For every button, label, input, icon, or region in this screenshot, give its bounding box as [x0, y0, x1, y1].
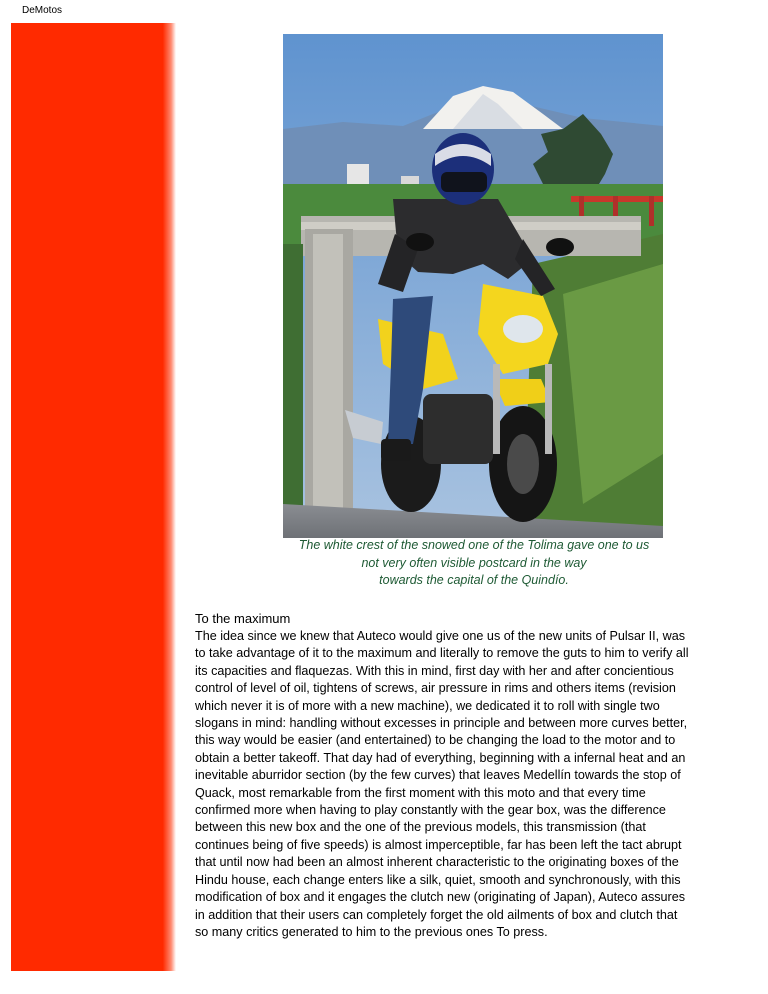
body-line: which never it is of more with a new machine), we dedicated it to roll with single two — [195, 698, 660, 713]
red-sidebar — [11, 23, 176, 971]
article-heading: To the maximum — [195, 611, 291, 626]
body-line: in addition that their users can completely forget the old ailments of box and clutch that — [195, 907, 678, 922]
body-line: inevitable aburridor section (by the few curves) that leaves Medellín towards the stop of — [195, 768, 681, 783]
body-line: Quack, most remarkable from the first moment with this moto and that every time — [195, 785, 646, 800]
body-line: its capacities and flaquezas. With this in mind, first day with her and after concientious — [195, 663, 674, 678]
article — [195, 609, 751, 941]
body-line: modification of box and it engages the clutch new (originating of Japan), Auteco assures — [195, 890, 686, 905]
body-line: continues being of five speeds) is almost imperceptible, far has been left the tact abrupt — [195, 837, 682, 852]
body-line: so many critics generated to him to the previous ones To press. — [195, 924, 548, 939]
photo-caption — [240, 537, 708, 590]
body-line: Hindu house, each change enters like a silk, quiet, smooth and synchronously, with this — [195, 872, 681, 887]
body-line: confirmed more when having to play constantly with the gear box, was the difference — [195, 803, 666, 818]
body-line: obtain a better takeoff. That day had of everything, beginning with a infernal heat and an — [195, 750, 686, 765]
caption-line: towards the capital of the Quindío. — [379, 573, 569, 587]
body-line: to take advantage of it to the maximum and literally to remove the guts to him to verify all — [195, 646, 689, 661]
motorcycle-photo — [283, 34, 663, 538]
body-line: slogans in mind: handling without excesses in principle and between more curves better, — [195, 716, 688, 731]
article-body — [195, 628, 751, 941]
body-line: this way would be easier (and entertained) to be changing the load to the motor and to — [195, 733, 676, 748]
site-name: DeMotos — [22, 5, 63, 16]
caption-line: not very often visible postcard in the way — [361, 555, 587, 570]
body-line: between this new box and the one of the previous models, this transmission (that — [195, 820, 646, 835]
body-line: that until now had been an almost inherent characteristic to the originating boxes of the — [195, 855, 679, 870]
body-line: control of level of oil, tightens of screws, air pressure in rims and others items (revision — [195, 681, 676, 696]
body-line: The idea since we knew that Auteco would give one us of the new units of Pulsar II, was — [195, 629, 686, 643]
caption-line: The white crest of the snowed one of the Tolima gave one to us — [298, 538, 650, 552]
